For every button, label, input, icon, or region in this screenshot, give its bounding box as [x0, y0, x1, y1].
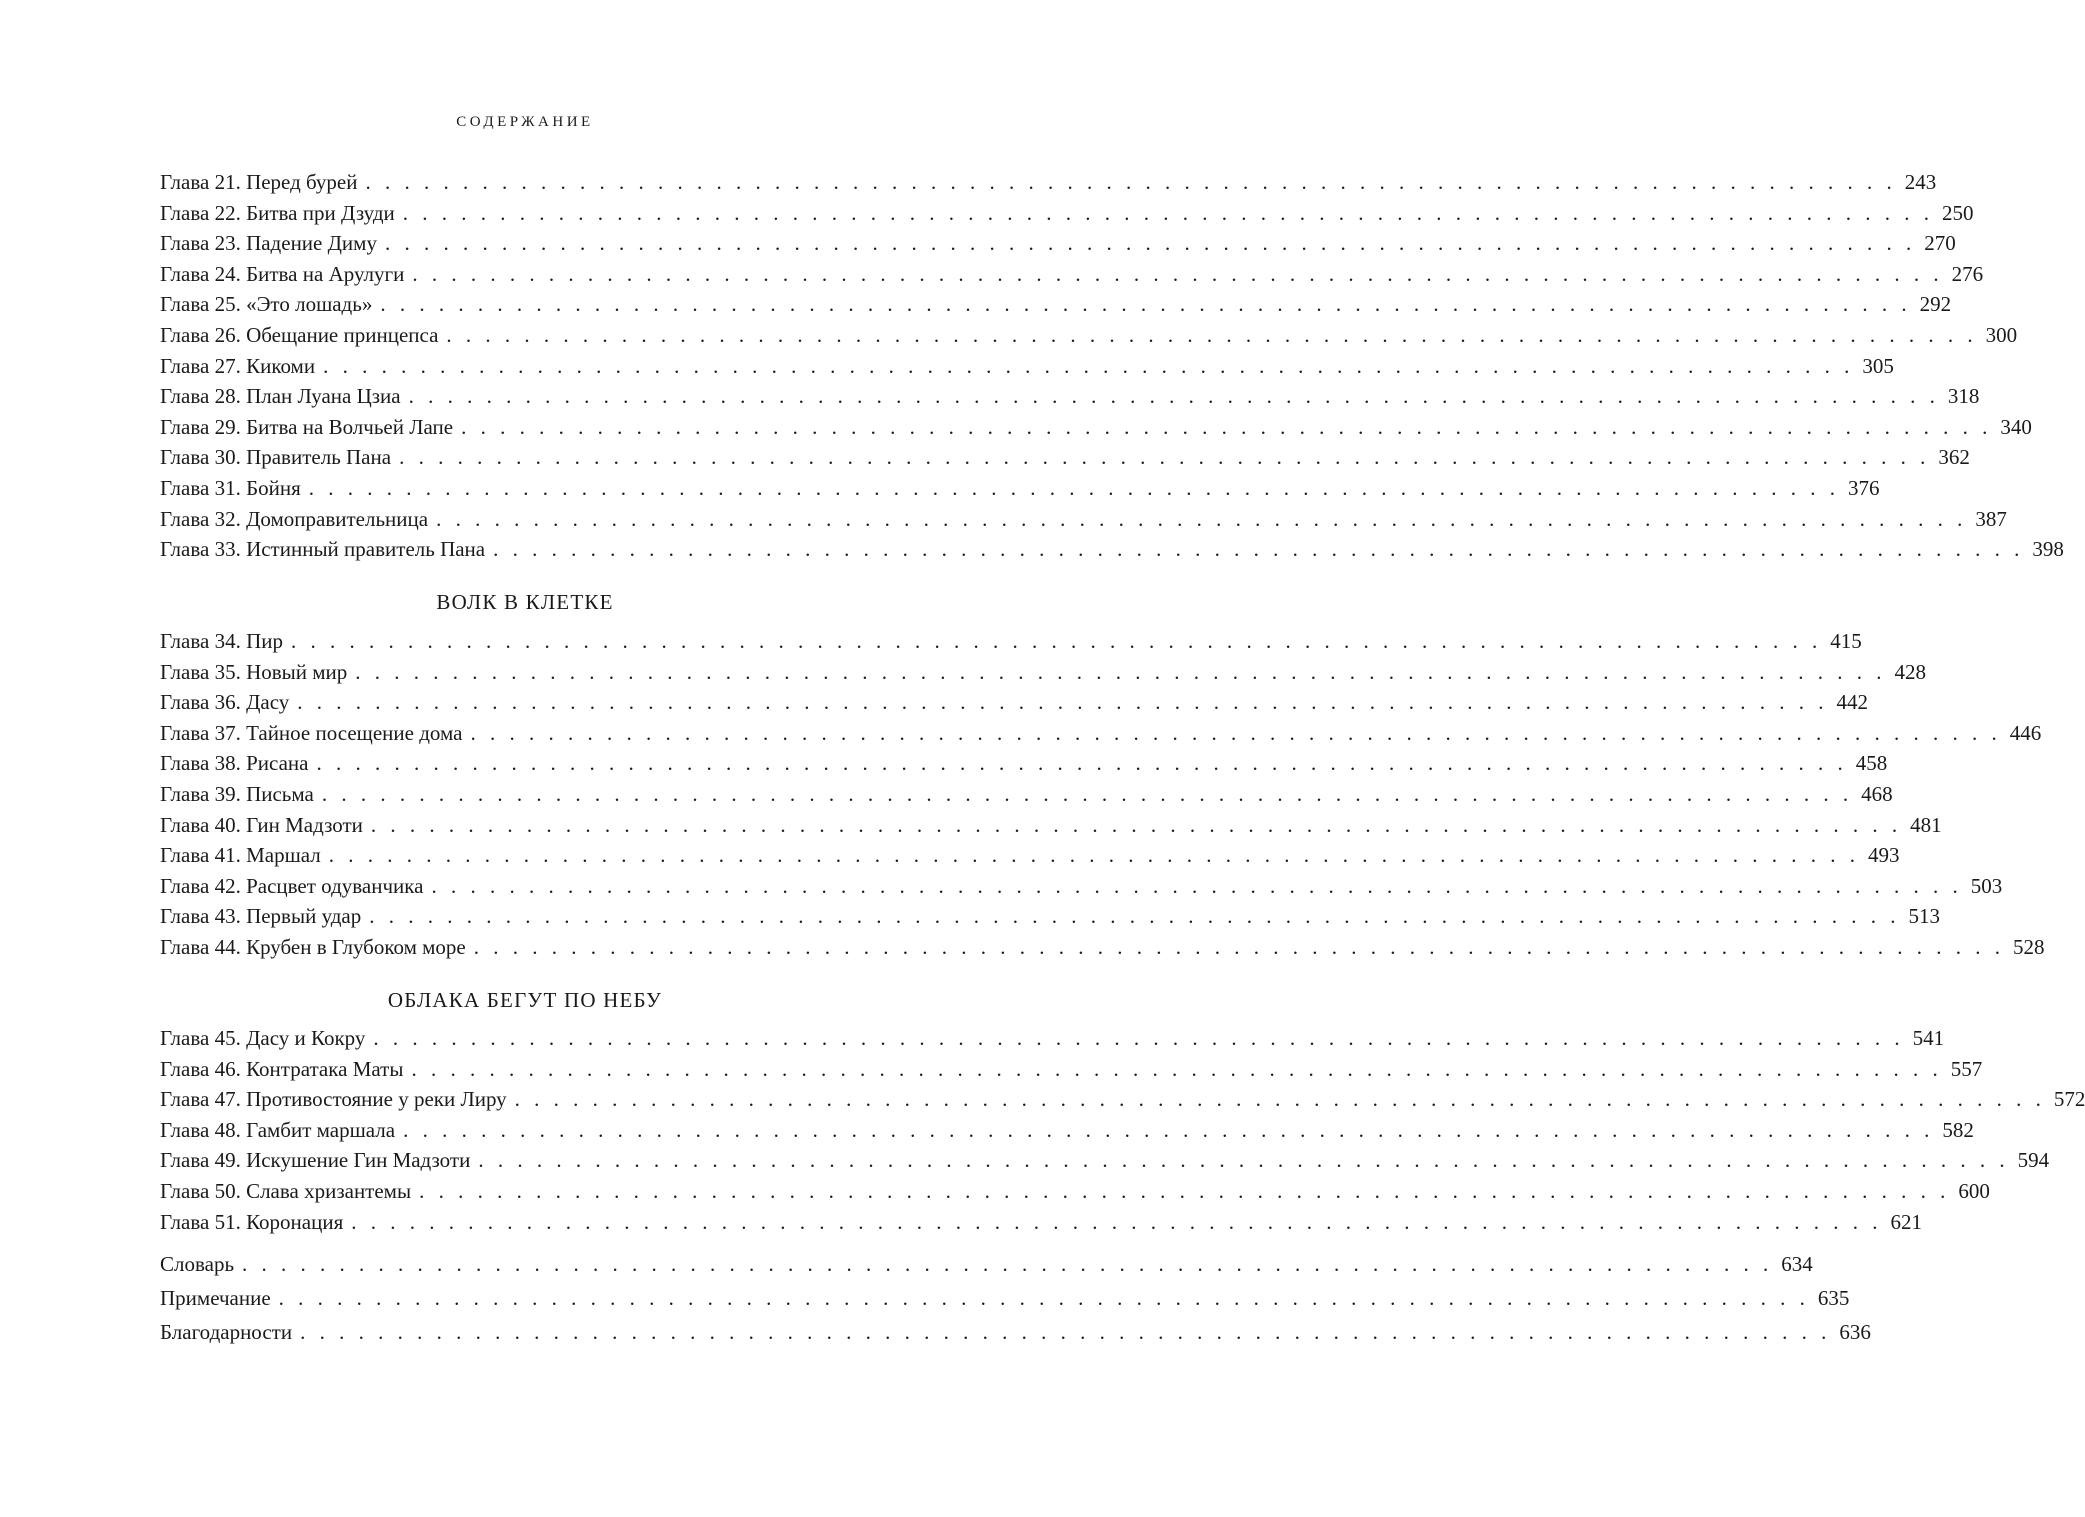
toc-entry[interactable] — [160, 748, 1888, 779]
toc-entry[interactable] — [160, 718, 2042, 749]
toc-entry-title: Глава 44. Крубен в Глубоком море — [160, 934, 466, 959]
toc-entry-page: 635 — [1817, 1286, 1850, 1310]
toc-entry-page: 446 — [2009, 720, 2042, 745]
toc-entry-title: Глава 45. Дасу и Кокру — [160, 1026, 366, 1050]
toc-entry-title: Примечание — [160, 1286, 271, 1310]
toc-entry-page: 398 — [2032, 537, 2064, 562]
toc-appendix — [160, 1247, 1871, 1349]
dot-leader: . . . . . . . . . . . . . . . . . . . . . . . . . . . . . . . . . . . . . . . . . . . . . . . . . . . . . . . . . . . . . . . . . . . . . . . . . . . . . . . — [278, 1286, 1810, 1310]
dot-leader: . . . . . . . . . . . . . . . . . . . . . . . . . . . . . . . . . . . . . . . . . . . . . . . . . . . . . . . . . . . . . . . . . . . . . . . . . . . . . . . — [436, 506, 1967, 531]
toc-entry-title: Глава 38. Рисана — [160, 751, 309, 776]
toc-entry-title: Глава 21. Перед бурей — [160, 170, 358, 194]
toc-entry-title: Глава 37. Тайное посещение дома — [160, 720, 463, 745]
dot-leader: . . . . . . . . . . . . . . . . . . . . . . . . . . . . . . . . . . . . . . . . . . . . . . . . . . . . . . . . . . . . . . . . . . . . . . . . . . . . . . . — [402, 200, 1934, 225]
toc-group-2 — [160, 626, 2045, 963]
toc-entry[interactable] — [160, 381, 1980, 412]
toc-entry-page: 415 — [1830, 629, 1862, 653]
dot-leader: . . . . . . . . . . . . . . . . . . . . . . . . . . . . . . . . . . . . . . . . . . . . . . . . . . . . . . . . . . . . . . . . . . . . . . . . . . . . . . . — [411, 1056, 1943, 1081]
toc-entry[interactable] — [160, 840, 1900, 871]
toc-entry-title: Глава 46. Контратака Маты — [160, 1056, 404, 1081]
toc-entry-page: 493 — [1867, 843, 1900, 868]
toc-entry-title: Глава 35. Новый мир — [160, 659, 348, 684]
toc-entry-page: 318 — [1947, 384, 1980, 409]
toc-entry-title: Глава 27. Кикоми — [160, 353, 316, 378]
toc-entry[interactable] — [160, 228, 1956, 259]
toc-entry-page: 376 — [1848, 475, 1880, 500]
toc-entry-page: 428 — [1894, 659, 1927, 684]
dot-leader: . . . . . . . . . . . . . . . . . . . . . . . . . . . . . . . . . . . . . . . . . . . . . . . . . . . . . . . . . . . . . . . . . . . . . . . . . . . . . . . — [297, 690, 1829, 715]
toc-entry[interactable] — [160, 901, 1941, 932]
toc-entry-title: Глава 49. Искушение Гин Мадзоти — [160, 1148, 471, 1173]
dot-leader: . . . . . . . . . . . . . . . . . . . . . . . . . . . . . . . . . . . . . . . . . . . . . . . . . . . . . . . . . . . . . . . . . . . . . . . . . . . . . . . — [431, 873, 1963, 898]
toc-entry-page: 541 — [1912, 1026, 1945, 1050]
toc-entry-title: Глава 23. Падение Диму — [160, 231, 377, 256]
toc-entry-page: 600 — [1958, 1178, 1990, 1203]
toc-entry[interactable] — [160, 198, 1974, 229]
dot-leader: . . . . . . . . . . . . . . . . . . . . . . . . . . . . . . . . . . . . . . . . . . . . . . . . . . . . . . . . . . . . . . . . . . . . . . . . . . . . . . . — [328, 843, 1860, 868]
toc-entry-title: Глава 28. План Луана Цзиа — [160, 384, 401, 409]
toc-entry-page: 557 — [1950, 1056, 1983, 1081]
toc-entry-page: 572 — [2053, 1087, 2085, 1112]
toc-entry[interactable] — [160, 810, 1942, 841]
toc-entry-page: 594 — [2017, 1148, 2050, 1173]
toc-entry[interactable] — [160, 1247, 1813, 1281]
toc-entry-page: 362 — [1938, 445, 1970, 470]
dot-leader: . . . . . . . . . . . . . . . . . . . . . . . . . . . . . . . . . . . . . . . . . . . . . . . . . . . . . . . . . . . . . . . . . . . . . . . . . . . . . . . — [351, 1209, 1882, 1234]
toc-entry-page: 442 — [1836, 690, 1869, 715]
toc-entry-page: 481 — [1910, 812, 1942, 837]
toc-entry-title: Словарь — [160, 1252, 235, 1276]
toc-entry-page: 387 — [1975, 506, 2007, 531]
dot-leader: . . . . . . . . . . . . . . . . . . . . . . . . . . . . . . . . . . . . . . . . . . . . . . . . . . . . . . . . . . . . . . . . . . . . . . . . . . . . . . . — [478, 1148, 2010, 1173]
toc-entry-title: Глава 22. Битва при Дзуди — [160, 200, 395, 225]
toc-entry[interactable] — [160, 259, 1984, 290]
toc-entry[interactable] — [160, 412, 2032, 443]
dot-leader: . . . . . . . . . . . . . . . . . . . . . . . . . . . . . . . . . . . . . . . . . . . . . . . . . . . . . . . . . . . . . . . . . . . . . . . . . . . . . . . — [316, 751, 1848, 776]
toc-entry-page: 276 — [1951, 261, 1984, 286]
toc-entry[interactable] — [160, 1023, 1945, 1054]
toc-entry-title: Глава 31. Бойня — [160, 475, 301, 500]
dot-leader: . . . . . . . . . . . . . . . . . . . . . . . . . . . . . . . . . . . . . . . . . . . . . . . . . . . . . . . . . . . . . . . . . . . . . . . . . . . . . . . — [290, 629, 1822, 653]
toc-entry[interactable] — [160, 779, 1893, 810]
toc-entry[interactable] — [160, 167, 1937, 198]
toc-entry-page: 243 — [1904, 170, 1937, 194]
toc-entry-page: 634 — [1781, 1252, 1813, 1276]
dot-leader: . . . . . . . . . . . . . . . . . . . . . . . . . . . . . . . . . . . . . . . . . . . . . . . . . . . . . . . . . . . . . . . . . . . . . . . . . . . . . . . — [403, 1117, 1934, 1142]
toc-entry-title: Глава 30. Правитель Пана — [160, 445, 392, 470]
dot-leader: . . . . . . . . . . . . . . . . . . . . . . . . . . . . . . . . . . . . . . . . . . . . . . . . . . . . . . . . . . . . . . . . . . . . . . . . . . . . . . . — [461, 414, 1992, 439]
toc-entry-page: 458 — [1855, 751, 1888, 776]
part-title: ОБЛАКА БЕГУТ ПО НЕБУ — [387, 988, 663, 1012]
dot-leader: . . . . . . . . . . . . . . . . . . . . . . . . . . . . . . . . . . . . . . . . . . . . . . . . . . . . . . . . . . . . . . . . . . . . . . . . . . . . . . . — [300, 1320, 1831, 1344]
dot-leader: . . . . . . . . . . . . . . . . . . . . . . . . . . . . . . . . . . . . . . . . . . . . . . . . . . . . . . . . . . . . . . . . . . . . . . . . . . . . . . . — [380, 292, 1912, 317]
dot-leader: . . . . . . . . . . . . . . . . . . . . . . . . . . . . . . . . . . . . . . . . . . . . . . . . . . . . . . . . . . . . . . . . . . . . . . . . . . . . . . . — [369, 904, 1901, 929]
toc-entry-title: Глава 48. Гамбит маршала — [160, 1117, 396, 1142]
toc-entry[interactable] — [160, 687, 1869, 718]
toc-entry-title: Глава 41. Маршал — [160, 843, 321, 868]
toc-entry-title: Глава 42. Расцвет одуванчика — [160, 873, 424, 898]
toc-group-3 — [160, 1023, 2085, 1237]
toc-entry-page: 305 — [1862, 353, 1894, 378]
dot-leader: . . . . . . . . . . . . . . . . . . . . . . . . . . . . . . . . . . . . . . . . . . . . . . . . . . . . . . . . . . . . . . . . . . . . . . . . . . . . . . . — [493, 537, 2024, 562]
toc-entry[interactable] — [160, 351, 1894, 382]
toc-entry[interactable] — [160, 1315, 1871, 1349]
toc-entry[interactable] — [160, 1145, 2050, 1176]
toc-entry-title: Глава 25. «Это лошадь» — [160, 292, 373, 317]
toc-entry[interactable] — [160, 626, 1862, 657]
dot-leader: . . . . . . . . . . . . . . . . . . . . . . . . . . . . . . . . . . . . . . . . . . . . . . . . . . . . . . . . . . . . . . . . . . . . . . . . . . . . . . . — [470, 720, 2002, 745]
toc-entry-title: Глава 51. Коронация — [160, 1209, 344, 1234]
toc-entry[interactable] — [160, 442, 1970, 473]
toc-entry[interactable] — [160, 1207, 1922, 1238]
toc-entry[interactable] — [160, 1115, 1974, 1146]
toc-entry-page: 340 — [2000, 414, 2032, 439]
dot-leader: . . . . . . . . . . . . . . . . . . . . . . . . . . . . . . . . . . . . . . . . . . . . . . . . . . . . . . . . . . . . . . . . . . . . . . . . . . . . . . . — [384, 231, 1916, 256]
dot-leader: . . . . . . . . . . . . . . . . . . . . . . . . . . . . . . . . . . . . . . . . . . . . . . . . . . . . . . . . . . . . . . . . . . . . . . . . . . . . . . . — [446, 322, 1978, 347]
dot-leader: . . . . . . . . . . . . . . . . . . . . . . . . . . . . . . . . . . . . . . . . . . . . . . . . . . . . . . . . . . . . . . . . . . . . . . . . . . . . . . . — [323, 353, 1854, 378]
toc-entry[interactable] — [160, 1176, 1990, 1207]
toc-entry-title: Глава 43. Первый удар — [160, 904, 362, 929]
toc-entry-page: 636 — [1839, 1320, 1871, 1344]
toc-entry[interactable] — [160, 932, 2045, 963]
toc-entry-page: 513 — [1908, 904, 1941, 929]
dot-leader: . . . . . . . . . . . . . . . . . . . . . . . . . . . . . . . . . . . . . . . . . . . . . . . . . . . . . . . . . . . . . . . . . . . . . . . . . . . . . . . — [242, 1252, 1773, 1276]
toc-entry[interactable] — [160, 320, 2018, 351]
toc-entry[interactable] — [160, 1084, 2085, 1115]
dot-leader: . . . . . . . . . . . . . . . . . . . . . . . . . . . . . . . . . . . . . . . . . . . . . . . . . . . . . . . . . . . . . . . . . . . . . . . . . . . . . . . — [399, 445, 1930, 470]
toc-entry-title: Глава 24. Битва на Арулуги — [160, 261, 405, 286]
toc-entry[interactable] — [160, 289, 1952, 320]
dot-leader: . . . . . . . . . . . . . . . . . . . . . . . . . . . . . . . . . . . . . . . . . . . . . . . . . . . . . . . . . . . . . . . . . . . . . . . . . . . . . . . — [308, 475, 1840, 500]
toc-entry-title: Глава 36. Дасу — [160, 690, 290, 715]
toc-entry-title: Глава 32. Домоправительница — [160, 506, 429, 531]
toc-entry-page: 250 — [1942, 200, 1974, 225]
toc-entry-title: Глава 29. Битва на Волчьей Лапе — [160, 414, 454, 439]
toc-entry[interactable] — [160, 871, 2003, 902]
dot-leader: . . . . . . . . . . . . . . . . . . . . . . . . . . . . . . . . . . . . . . . . . . . . . . . . . . . . . . . . . . . . . . . . . . . . . . . . . . . . . . . — [365, 170, 1897, 194]
toc-entry-title: Глава 39. Письма — [160, 781, 314, 806]
toc-entry[interactable] — [160, 657, 1927, 688]
toc-entry-page: 528 — [2013, 934, 2045, 959]
toc-entry-title: Глава 26. Обещание принцепса — [160, 322, 439, 347]
toc-entry-title: Глава 34. Пир — [160, 629, 283, 653]
toc-entry-page: 292 — [1919, 292, 1952, 317]
toc-entry[interactable] — [160, 473, 1880, 504]
dot-leader: . . . . . . . . . . . . . . . . . . . . . . . . . . . . . . . . . . . . . . . . . . . . . . . . . . . . . . . . . . . . . . . . . . . . . . . . . . . . . . . — [355, 659, 1887, 684]
toc-entry-title: Глава 47. Противостояние у реки Лиру — [160, 1087, 507, 1112]
dot-leader: . . . . . . . . . . . . . . . . . . . . . . . . . . . . . . . . . . . . . . . . . . . . . . . . . . . . . . . . . . . . . . . . . . . . . . . . . . . . . . . — [321, 781, 1853, 806]
toc-entry[interactable] — [160, 504, 2007, 535]
toc-entry-page: 300 — [1985, 322, 2018, 347]
dot-leader: . . . . . . . . . . . . . . . . . . . . . . . . . . . . . . . . . . . . . . . . . . . . . . . . . . . . . . . . . . . . . . . . . . . . . . . . . . . . . . . — [412, 261, 1944, 286]
dot-leader: . . . . . . . . . . . . . . . . . . . . . . . . . . . . . . . . . . . . . . . . . . . . . . . . . . . . . . . . . . . . . . . . . . . . . . . . . . . . . . . — [473, 934, 2005, 959]
toc-group-1 — [160, 167, 2064, 565]
toc-entry[interactable] — [160, 534, 2064, 565]
dot-leader: . . . . . . . . . . . . . . . . . . . . . . . . . . . . . . . . . . . . . . . . . . . . . . . . . . . . . . . . . . . . . . . . . . . . . . . . . . . . . . . — [370, 812, 1902, 837]
toc-entry-title: Благодарности — [160, 1320, 293, 1344]
toc-entry-page: 582 — [1942, 1117, 1974, 1142]
toc-entry-page: 503 — [1970, 873, 2003, 898]
toc-entry-page: 468 — [1861, 781, 1893, 806]
toc-entry-title: Глава 33. Истинный правитель Пана — [160, 537, 486, 562]
toc-entry-page: 270 — [1924, 231, 1956, 256]
running-head: СОДЕРЖАНИЕ — [456, 114, 594, 130]
dot-leader: . . . . . . . . . . . . . . . . . . . . . . . . . . . . . . . . . . . . . . . . . . . . . . . . . . . . . . . . . . . . . . . . . . . . . . . . . . . . . . . — [373, 1026, 1905, 1050]
dot-leader: . . . . . . . . . . . . . . . . . . . . . . . . . . . . . . . . . . . . . . . . . . . . . . . . . . . . . . . . . . . . . . . . . . . . . . . . . . . . . . . — [514, 1087, 2046, 1112]
dot-leader: . . . . . . . . . . . . . . . . . . . . . . . . . . . . . . . . . . . . . . . . . . . . . . . . . . . . . . . . . . . . . . . . . . . . . . . . . . . . . . . — [419, 1178, 1950, 1203]
dot-leader: . . . . . . . . . . . . . . . . . . . . . . . . . . . . . . . . . . . . . . . . . . . . . . . . . . . . . . . . . . . . . . . . . . . . . . . . . . . . . . . — [408, 384, 1940, 409]
toc-entry-title: Глава 40. Гин Мадзоти — [160, 812, 363, 837]
toc-entry[interactable] — [160, 1281, 1850, 1315]
toc-entry-page: 621 — [1890, 1209, 1922, 1234]
part-title: ВОЛК В КЛЕТКЕ — [436, 590, 614, 614]
toc-entry-title: Глава 50. Слава хризантемы — [160, 1178, 412, 1203]
toc-entry[interactable] — [160, 1054, 1983, 1085]
